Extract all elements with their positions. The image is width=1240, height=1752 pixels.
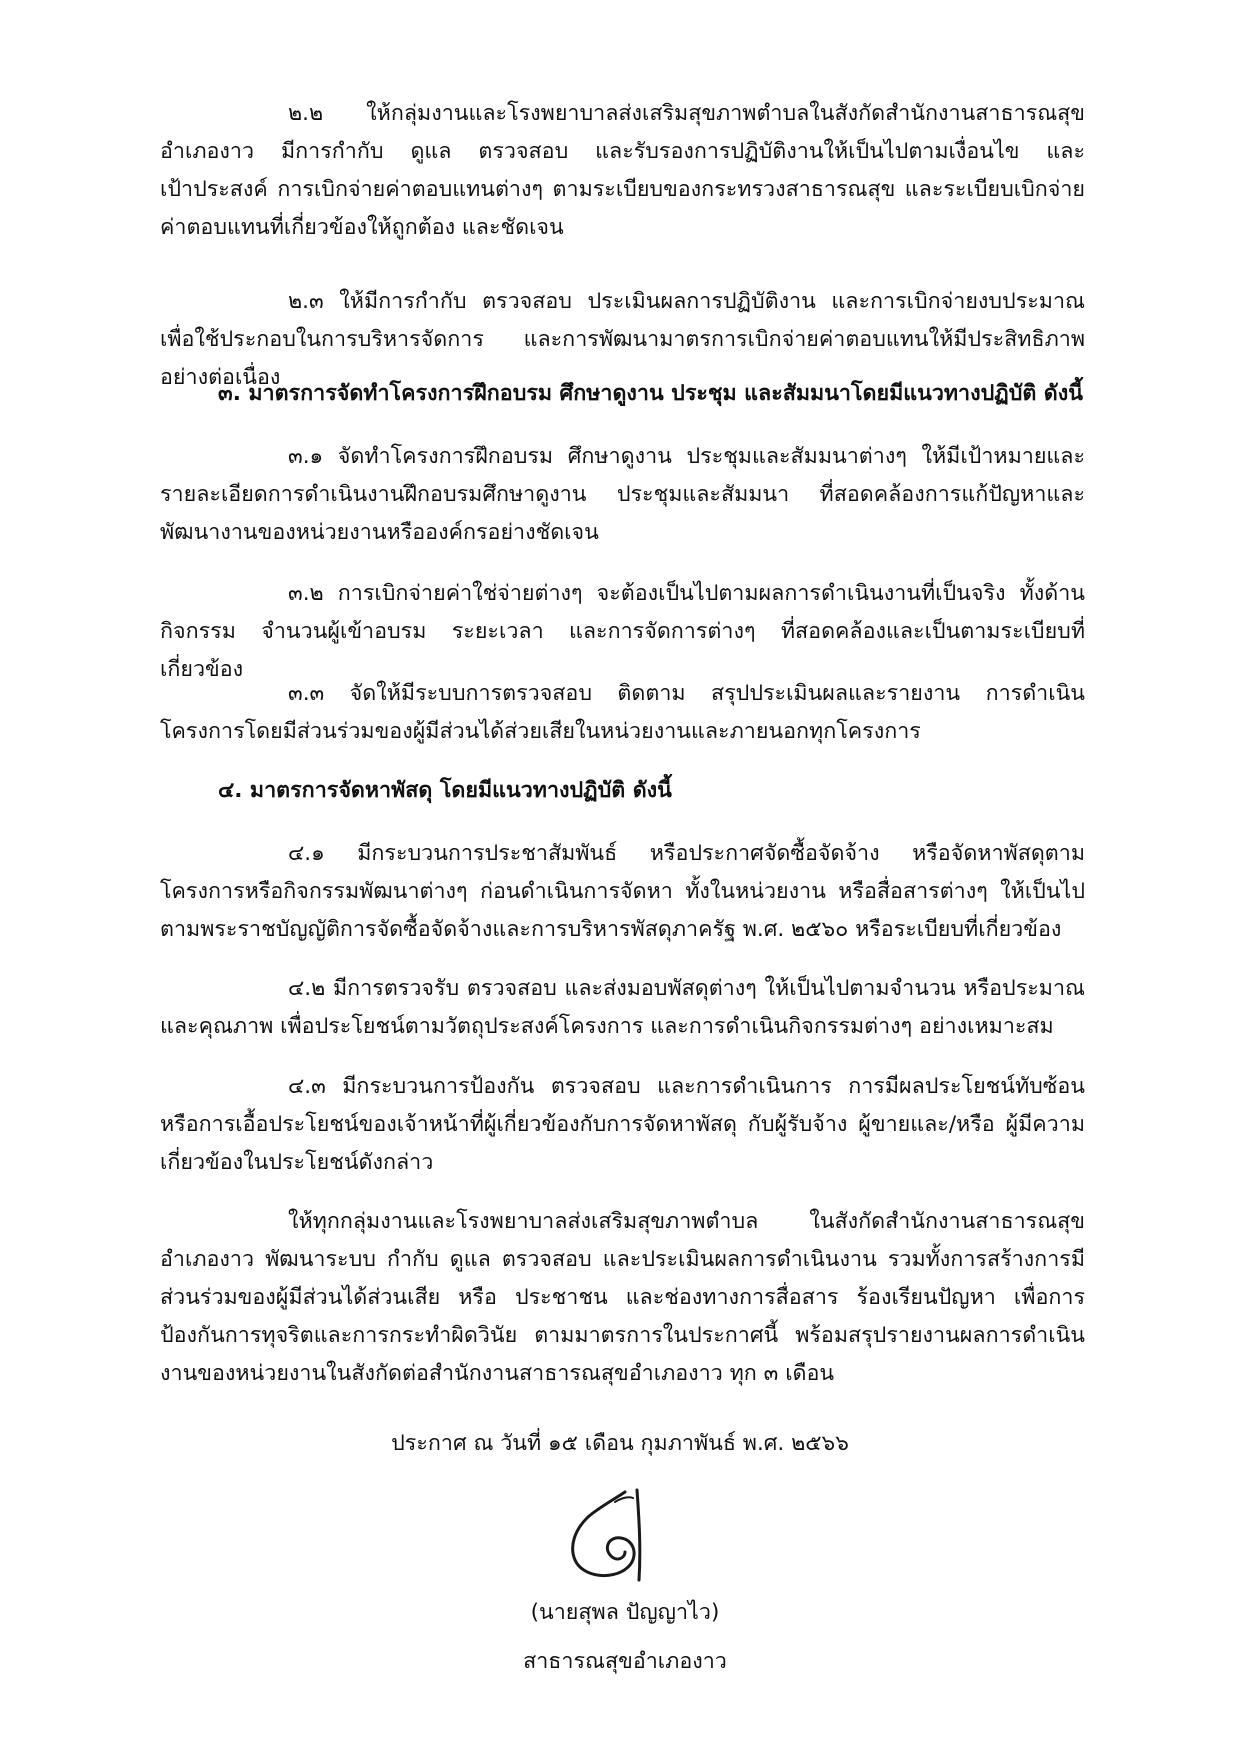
paragraph-final: ให้ทุกกลุ่มงานและโรงพยาบาลส่งเสริมสุขภาพตำบล ในสังกัดสำนักงานสาธารณสุขอำเภองาว พัฒนาระบบ กำกับ ดูแล ตรวจสอบ และประเมินผลการดำเนินงาน รวมทั้งการสร้างการมีส่วนร่วมของผู้มีส่วนได้ส่วนเสีย หรือ ประชาชน และช่องทางการสื่อสาร ร้องเรียนปัญหา เพื่อการป้องกันการทุจริตและการกระทำผิดวินัย ตามมาตรการในประกาศนี้ พร้อมสรุปรายงานผลการดำเนินงานของหน่วยงานในสังกัดต่อสำนักงานสาธารณสุขอำเภองาว ทุก ๓ เดือน — [160, 1209, 1085, 1386]
paragraph-2-2: ๒.๒ ให้กลุ่มงานและโรงพยาบาลส่งเสริมสุขภาพตำบลในสังกัดสำนักงานสาธารณสุขอำเภองาว มีการกำกับ ดูแล ตรวจสอบ และรับรองการปฏิบัติงานให้เป็นไปตามเงื่อนไข และเป้าประสงค์ การเบิกจ่ายค่าตอบแทนต่างๆ ตามระเบียบของกระทรวงสาธารณสุข และระเบียบเบิกจ่ายค่าตอบแทนที่เกี่ยวข้องให้ถูกต้อง และชัดเจน — [160, 101, 1085, 240]
paragraph-3-1: ๓.๑ จัดทำโครงการฝึกอบรม ศึกษาดูงาน ประชุมและสัมมนาต่างๆ ให้มีเป้าหมายและรายละเอียดการดำเนินงานฝึกอบรมศึกษาดูงาน ประชุมและสัมมนา ที่สอดคล้องการแก้ปัญหาและพัฒนางานของหน่วยงานหรือองค์กรอย่างชัดเจน — [160, 444, 1085, 545]
paragraph-4-2: ๔.๒ มีการตรวจรับ ตรวจสอบ และส่งมอบพัสดุต่างๆ ให้เป็นไปตามจำนวน หรือประมาณและคุณภาพ เพื่อประโยชน์ตามวัตถุประสงค์โครงการ และการดำเนินกิจกรรมต่างๆ อย่างเหมาะสม — [160, 976, 1085, 1039]
announcement-date: ประกาศ ณ วันที่ ๑๕ เดือน กุมภาพันธ์ พ.ศ. ๒๕๖๖ — [391, 1431, 849, 1456]
paragraph-2-3: ๒.๓ ให้มีการกำกับ ตรวจสอบ ประเมินผลการปฏิบัติงาน และการเบิกจ่ายงบประมาณ เพื่อใช้ประกอบในการบริหารจัดการ และการพัฒนามาตรการเบิกจ่ายค่าตอบแทนให้มีประสิทธิภาพอย่างต่อเนื่อง — [160, 289, 1085, 390]
heading-section-4: ๔. มาตรการจัดหาพัสดุ โดยมีแนวทางปฏิบัติ ดังนี้ — [218, 778, 672, 803]
signature-image — [555, 1488, 665, 1586]
signatory-name: (นายสุพล ปัญญาไว) — [530, 1600, 720, 1625]
signatory-position: สาธารณสุขอำเภองาว — [523, 1649, 727, 1674]
heading-section-3: ๓. มาตรการจัดทำโครงการฝึกอบรม ศึกษาดูงาน ประชุม และสัมมนาโดยมีแนวทางปฏิบัติ ดังนี้ — [218, 381, 1083, 406]
paragraph-4-1: ๔.๑ มีกระบวนการประชาสัมพันธ์ หรือประกาศจัดซื้อจัดจ้าง หรือจัดหาพัสดุตามโครงการหรือกิจกรรมพัฒนาต่างๆ ก่อนดำเนินการจัดหา ทั้งในหน่วยงาน หรือสื่อสารต่างๆ ให้เป็นไปตามพระราชบัญญัติการจัดซื้อจัดจ้างและการบริหารพัสดุภาครัฐ พ.ศ. ๒๕๖๐ หรือระเบียบที่เกี่ยวข้อง — [160, 841, 1085, 942]
paragraph-3-3: ๓.๓ จัดให้มีระบบการตรวจสอบ ติดตาม สรุปประเมินผลและรายงาน การดำเนินโครงการโดยมีส่วนร่วมของผู้มีส่วนได้ส่วยเสียในหน่วยงานและภายนอกทุกโครงการ — [160, 681, 1085, 744]
paragraph-3-2: ๓.๒ การเบิกจ่ายค่าใช่จ่ายต่างๆ จะต้องเป็นไปตามผลการดำเนินงานที่เป็นจริง ทั้งด้านกิจกรรม จำนวนผู้เข้าอบรม ระยะเวลา และการจัดการต่างๆ ที่สอดคล้องและเป็นตามระเบียบที่เกี่ยวข้อง — [160, 581, 1085, 682]
paragraph-4-3: ๔.๓ มีกระบวนการป้องกัน ตรวจสอบ และการดำเนินการ การมีผลประโยชน์ทับซ้อน หรือการเอื้อประโยชน์ของเจ้าหน้าที่ผู้เกี่ยวข้องกับการจัดหาพัสดุ กับผู้รับจ้าง ผู้ขายและ/หรือ ผู้มีความเกี่ยวข้องในประโยชน์ดังกล่าว — [160, 1074, 1085, 1175]
